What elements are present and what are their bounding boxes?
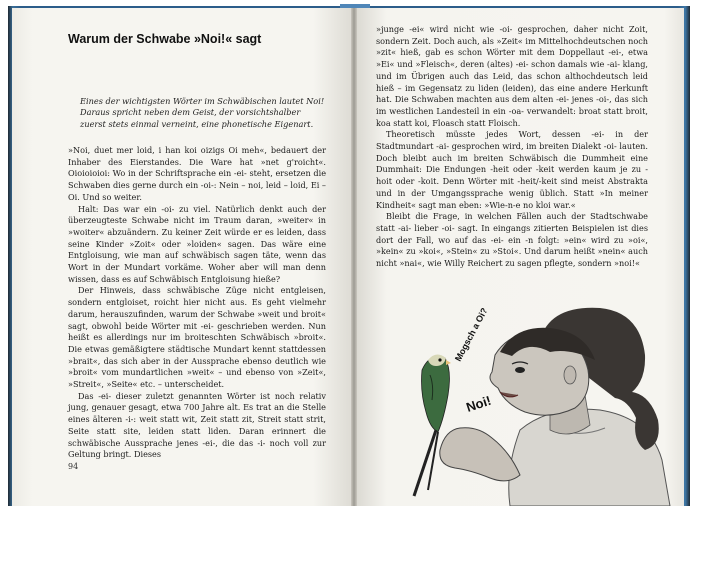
paragraph: Das -ei- dieser zuletzt genannten Wörter ist noch relativ jung, genauer gesagt, etwa 700 Jahre alt. Es trat an die Stelle eines älteren -i-: weit statt wit, Zeit statt zit, Streit statt strit, Seite statt site, leiden statt liden. Daran erinnert die schwäbische Aussprache jenes -ei-, die das -i- noch voll zur Geltung bringt. Dieses: [68, 390, 326, 460]
illustration-svg: [400, 300, 680, 506]
book-gutter: [351, 8, 357, 506]
chapter-intro: Eines der wichtigsten Wörter im Schwäbischen lautet Noi! Daraus spricht neben dem Geist, der vorsichtshalber zuerst stets einmal verneint, eine phonetische Eigenart.: [80, 96, 325, 129]
budgie-icon: [414, 354, 451, 496]
illustration-girl-with-budgie: [400, 300, 680, 506]
paragraph: Theoretisch müsste jedes Wort, dessen -ei- in der Stadtmundart -ai- gesprochen wird, im breiten Dialekt -oi- lauten. Doch bleibt auch im breiten Schwäbisch die Dummheit eine Dummhait: Die Endungen -heit oder -keit werden kaum je zu -hoit oder -koit. Denn Wörter mit -heit/-keit sind meist Abstrakta und in der Umgangssprache wenig üblich. Statt »In meiner Kindheit« sagt man eben: »Wie-n-e no kloi war.«: [376, 129, 648, 210]
exclamation-text: Noi!: [464, 392, 493, 415]
paragraph: Der Hinweis, dass schwäbische Züge nicht entgleisen, sondern entgloiset, roicht hier nicht aus. Es geht vielmehr darum, herauszufinden, warum der Schwabe »weit und broit« sagt, obwohl beide Wörter mit -ei- geschrieben werden. Nun heißt es allerdings nur im broiteschten Schwäbisch »broit«. Die etwas gemäßigtere städtische Mundart kennt stattdessen »brait«, das sich aber in der Aussprache ebenso deutlich wie »broit« vom mundartlichen »weit« – und ebenso von »Zeit«, »Streit«, »Seite« etc. – unterscheidet.: [68, 285, 326, 390]
paragraph: Bleibt die Frage, in welchen Fällen auch der Stadtschwabe statt -ai- lieber -oi- sagt. In eingangs zitierten Beispielen ist dies dort der Fall, wo auf das -ei- ein -n folgt: »ein« wird zu »oi«, »kein« zu »koi«, »Stein« zu »Stoi«. Und darum heißt »nein« auch nicht »nai«, wie Willy Reichert zu sagen pflegte, sondern »noi!«: [376, 211, 648, 269]
paragraph: »Noi, duet mer loid, i han koi oizigs Oi meh«, bedauert der Inhaber des Eierstandes. Die Ware hat »net g'roicht«. Oioioioioi: Wo in der Schriftsprache ein -ei- steht, ersetzen die Schwaben dies gerne durch ein -oi-: Nein – noi, leid – loid, Ei – Oi. Und so weiter.: [68, 145, 326, 202]
bubble-text: Mogsch a Oi?: [452, 306, 490, 363]
right-page-body: [376, 24, 648, 270]
left-page-body: [68, 145, 326, 461]
paragraph: Halt: Das war ein -oi- zu viel. Natürlich denkt auch der überzeugteste Schwabe nicht im Traum daran, »weiter« in »woiter« abzuändern. Zu keiner Zeit würde er es leiden, dass seine Kinder »Zoit« oder »loiden« sagen. Das wäre eine Entgloisung, wie man auf schwäbisch sagen täte, wenn das Wort in der Mundart vorkäme. Woher aber will man denn wissen, dass es auf Schwäbisch Entgloisung hieße?: [68, 203, 326, 284]
paragraph: »junge -ei« wird nicht wie -oi- gesprochen, daher nicht Zoit, sondern Zeit. Doch auch, als »Zeit« im Mittelhochdeutschen noch »zit« hieß, gab es schon Wörter mit dem Doppellaut -ei-, etwa »Ei« und »Fleisch«, deren (altes) -ei- schon damals wie -ai- klang, und im Übrigen auch das Leid, das schon althochdeutsch leid hieß – im Gegensatz zu liden (leiden), das eine andere Herkunft hat. Die Schwaben machten aus dem alten -ei- jenes -oi-, das sich im westlichen Landesteil in ein -oa- verwandelt: broat statt broit, koa statt koi, Floasch statt Floisch.: [376, 24, 648, 128]
chapter-heading: Warum der Schwabe »Noi!« sagt: [68, 32, 262, 46]
page-number: 94: [68, 462, 79, 471]
hand-shape: [440, 428, 520, 481]
